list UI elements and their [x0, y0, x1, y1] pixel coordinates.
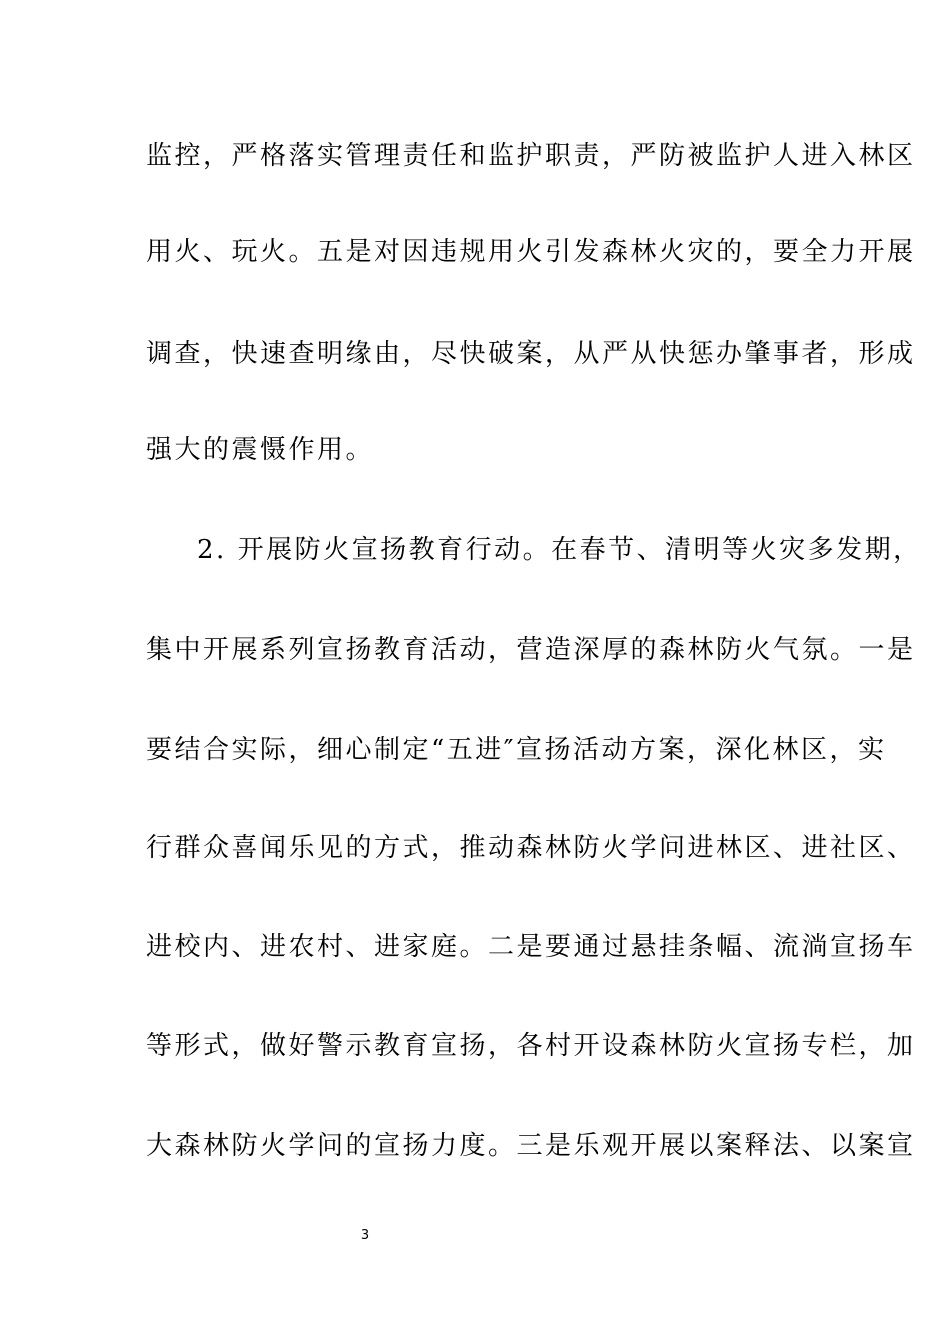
text-line: 调查，快速查明缘由，尽快破案，从严从快惩办肇事者，形成 [146, 339, 916, 369]
text-line: 强大的震慑作用。 [146, 435, 375, 465]
text-line: 等形式，做好警示教育宣扬，各村开设森林防火宣扬专栏，加 [146, 1031, 916, 1061]
page-number: 3 [360, 1228, 370, 1243]
text-line: 监控，严格落实管理责任和监护职责，严防被监护人进入林区 [146, 141, 916, 171]
text-line: 大森林防火学问的宣扬力度。三是乐观开展以案释法、以案宣 [146, 1131, 916, 1161]
text-line: 用火、玩火。五是对因违规用火引发森林火灾的，要全力开展 [146, 237, 916, 267]
text-line: 集中开展系列宣扬教育活动，营造深厚的森林防火气氛。一是 [146, 635, 916, 665]
text-line: 行群众喜闻乐见的方式，推动森林防火学问进林区、进社区、 [146, 833, 916, 863]
text-line: 进校内、进农村、进家庭。二是要通过悬挂条幅、流淌宣扬车 [146, 932, 916, 962]
paragraph-heading-line: 2. 开展防火宣扬教育行动。在春节、清明等火灾多发期， [197, 535, 922, 565]
text-line: 要结合实际，细心制定“五进″宣扬活动方案，深化林区，实 [146, 735, 887, 765]
